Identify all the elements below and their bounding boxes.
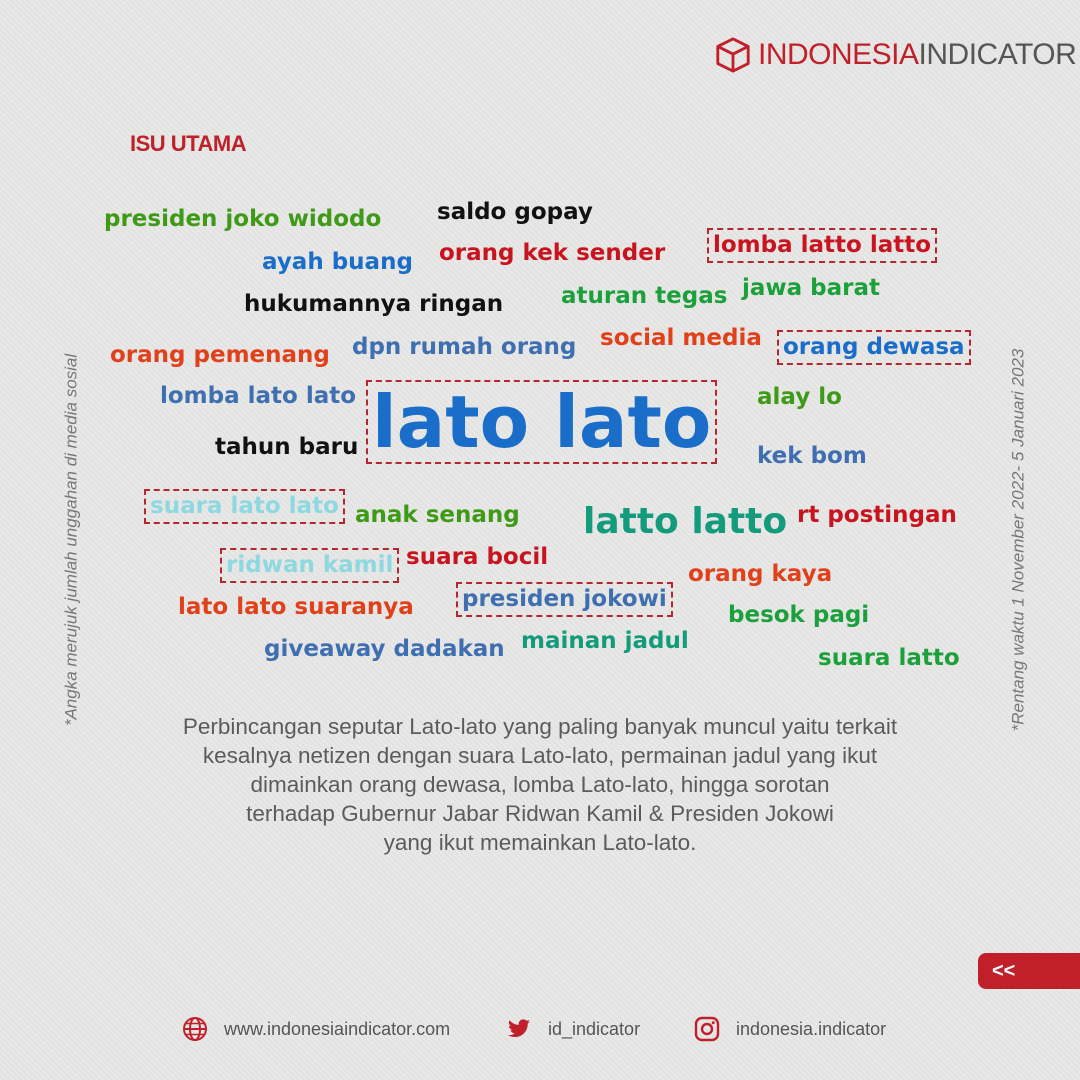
word-orang-pemenang: orang pemenang — [110, 342, 330, 368]
description-line: yang ikut memainkan Lato-lato. — [383, 830, 697, 855]
word-hukumannya-ringan: hukumannya ringan — [244, 291, 504, 317]
brand-logo — [714, 36, 1076, 74]
word-latto-latto: latto latto — [583, 501, 788, 542]
word-presiden-joko-widodo: presiden joko widodo — [104, 206, 382, 232]
logo-text-indicator: INDICATOR — [918, 38, 1077, 71]
description-line: terhadap Gubernur Jabar Ridwan Kamil & Presiden Jokowi — [246, 801, 834, 826]
description-line: dimainkan orang dewasa, lomba Lato-lato, hingga sorotan — [250, 772, 830, 797]
word-kek-bom: kek bom — [757, 443, 867, 469]
footer-twitter[interactable] — [506, 1016, 640, 1042]
word-dpn-rumah-orang: dpn rumah orang — [352, 334, 577, 360]
word-rt-postingan: rt postingan — [797, 502, 957, 528]
logo-text-indonesia: INDONESIA — [758, 38, 919, 71]
description-line: Perbincangan seputar Lato-lato yang paling banyak muncul yaitu terkait — [182, 714, 898, 739]
word-jawa-barat: jawa barat — [742, 275, 881, 301]
side-note-left: *Angka merujuk jumlah unggahan di media sosial — [61, 353, 81, 727]
description-paragraph — [120, 712, 960, 857]
word-anak-senang: anak senang — [355, 502, 520, 528]
globe-icon — [182, 1016, 208, 1042]
word-alay-lo: alay lo — [757, 384, 842, 410]
footer-website[interactable] — [182, 1016, 450, 1042]
side-note-right: *Rentang waktu 1 November 2022- 5 Januari 2023 — [1008, 348, 1028, 732]
box-icon — [714, 36, 752, 74]
page-title: ISU UTAMA — [130, 131, 247, 156]
word-orang-dewasa: orang dewasa — [783, 334, 965, 360]
word-presiden-jokowi: presiden jokowi — [462, 586, 667, 612]
word-saldo-gopay: saldo gopay — [437, 199, 593, 225]
word-mainan-jadul: mainan jadul — [521, 628, 689, 654]
word-lomba-latto-latto: lomba latto latto — [713, 232, 932, 258]
word-suara-bocil: suara bocil — [406, 544, 549, 570]
footer-instagram-text: indonesia.indicator — [736, 1018, 887, 1039]
word-ridwan-kamil: ridwan kamil — [226, 552, 394, 578]
footer-website-text: www.indonesiaindicator.com — [224, 1018, 451, 1039]
word-suara-latto: suara latto — [818, 645, 960, 671]
word-suara-lato-lato: suara lato lato — [150, 493, 339, 519]
description-line: kesalnya netizen dengan suara Lato-lato, permainan jadul yang ikut — [202, 743, 878, 768]
word-lato-lato-suaranya: lato lato suaranya — [178, 594, 414, 620]
word-lomba-lato-lato: lomba lato lato — [160, 383, 357, 409]
word-besok-pagi: besok pagi — [728, 602, 870, 628]
word-ayah-buang: ayah buang — [262, 249, 413, 275]
word-social-media: social media — [600, 325, 762, 351]
word-aturan-tegas: aturan tegas — [561, 283, 728, 309]
word-tahun-baru: tahun baru — [215, 434, 359, 460]
word-orang-kek-sender: orang kek sender — [439, 240, 666, 266]
word-orang-kaya: orang kaya — [688, 561, 833, 587]
instagram-icon — [694, 1016, 720, 1042]
footer-instagram[interactable] — [694, 1016, 886, 1042]
word-lato-lato: lato lato — [372, 380, 712, 464]
back-button[interactable]: << — [978, 953, 1080, 989]
footer-twitter-text: id_indicator — [548, 1018, 641, 1039]
word-giveaway-dadakan: giveaway dadakan — [264, 636, 505, 662]
twitter-icon — [506, 1016, 532, 1042]
